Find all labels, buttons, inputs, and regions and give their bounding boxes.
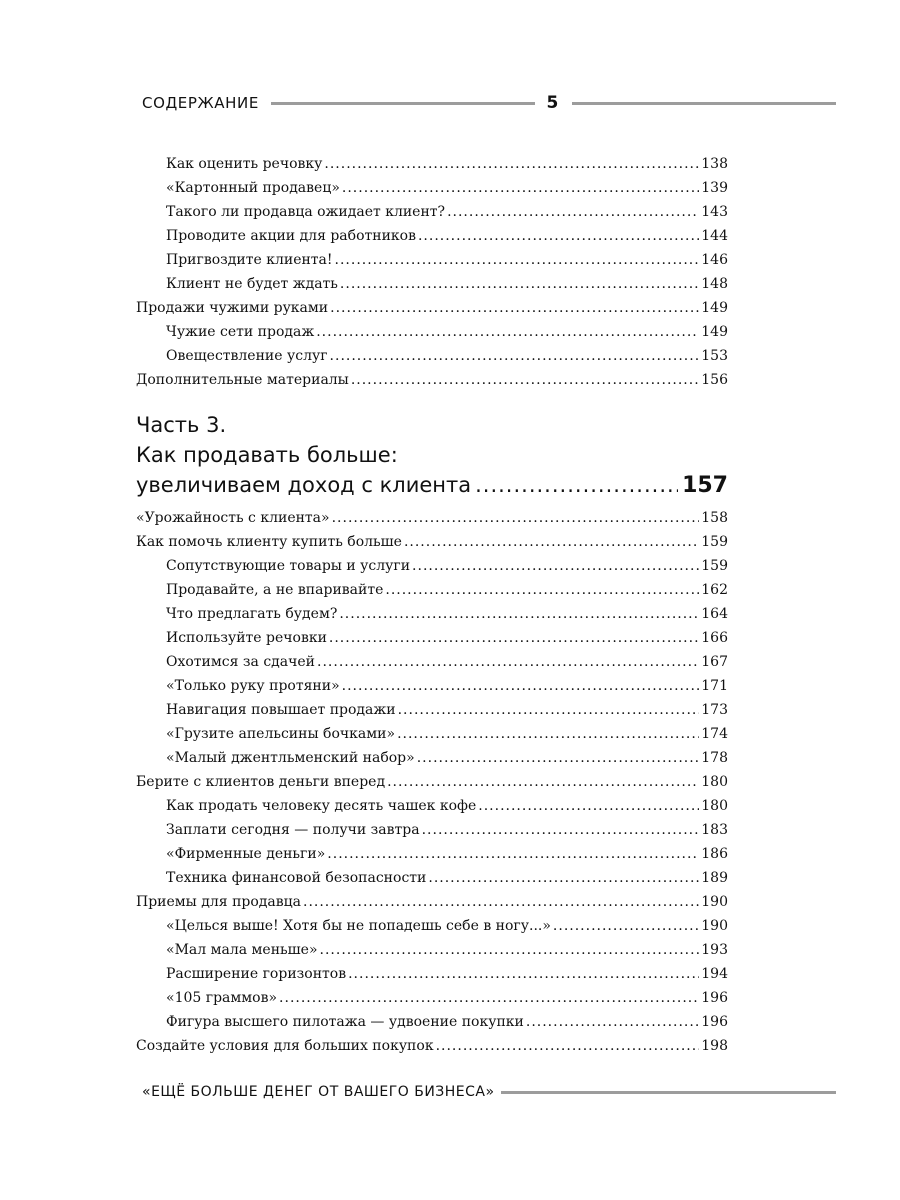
toc-entry xyxy=(136,890,728,914)
footer-rule xyxy=(501,1091,836,1094)
toc-entry xyxy=(136,578,728,602)
toc-entry xyxy=(136,272,728,296)
toc-entry xyxy=(136,530,728,554)
toc-entry-page: 196 xyxy=(701,990,728,1006)
toc-leader-dots xyxy=(351,368,699,392)
toc-entry-title: Продажи чужими руками xyxy=(136,300,329,316)
toc-leader-dots xyxy=(348,962,699,986)
toc-entry-page: 148 xyxy=(701,276,728,292)
toc-entry-title: Продавайте, а не впаривайте xyxy=(166,582,384,598)
toc-leader-dots xyxy=(553,914,699,938)
toc-entry-page: 164 xyxy=(701,606,728,622)
toc-entry xyxy=(136,344,728,368)
toc-entry-title: Техника финансовой безопасности xyxy=(166,870,427,886)
toc-entry xyxy=(136,554,728,578)
part-title-line-2-row xyxy=(136,470,728,500)
toc-entry-title: «Фирменные деньги» xyxy=(166,846,326,862)
toc-entry-page: 190 xyxy=(701,918,728,934)
toc-entry-title: Навигация повышает продажи xyxy=(166,702,396,718)
toc-leader-dots xyxy=(342,176,699,200)
toc-entry-page: 162 xyxy=(701,582,728,598)
toc-entry xyxy=(136,962,728,986)
toc-entry-title: «Мал мала меньше» xyxy=(166,942,318,958)
toc-leader-dots xyxy=(303,890,699,914)
toc-entry-page: 190 xyxy=(701,894,728,910)
toc-entry xyxy=(136,152,728,176)
toc-entry-title: Используйте речовки xyxy=(166,630,327,646)
part-leader-dots xyxy=(475,470,678,500)
toc-section-bottom xyxy=(136,506,728,1058)
toc-entry xyxy=(136,722,728,746)
part-title-line-1: Как продавать больше: xyxy=(136,443,398,467)
toc-entry-page: 159 xyxy=(701,534,728,550)
toc-entry-page: 158 xyxy=(701,510,728,526)
toc-leader-dots xyxy=(320,938,700,962)
toc-entry xyxy=(136,698,728,722)
toc-leader-dots xyxy=(404,530,699,554)
toc-leader-dots xyxy=(339,602,699,626)
toc-entry-title: Такого ли продавца ожидает клиент? xyxy=(166,204,446,220)
toc-leader-dots xyxy=(324,152,699,176)
toc-leader-dots xyxy=(317,650,699,674)
toc-entry-title: Создайте условия для больших покупок xyxy=(136,1038,434,1054)
toc-entry-page: 194 xyxy=(701,966,728,982)
toc-entry-title: Дополнительные материалы xyxy=(136,372,349,388)
toc-entry xyxy=(136,986,728,1010)
toc-entry-page: 178 xyxy=(701,750,728,766)
toc-leader-dots xyxy=(447,200,699,224)
toc-entry-page: 173 xyxy=(701,702,728,718)
toc-entry-page: 159 xyxy=(701,558,728,574)
running-header xyxy=(142,90,836,116)
toc-leader-dots xyxy=(342,674,700,698)
toc-leader-dots xyxy=(412,554,699,578)
toc-leader-dots xyxy=(279,986,699,1010)
running-footer xyxy=(142,1080,836,1104)
toc-entry xyxy=(136,842,728,866)
toc-leader-dots xyxy=(329,626,699,650)
toc-leader-dots xyxy=(478,794,699,818)
toc-entry xyxy=(136,506,728,530)
toc-entry-title: Приемы для продавца xyxy=(136,894,301,910)
part-page-number: 157 xyxy=(682,473,728,498)
header-rule xyxy=(271,102,535,105)
toc-entry-title: «Целься выше! Хотя бы не попадешь себе в ногу...» xyxy=(166,918,551,934)
toc-entry xyxy=(136,1010,728,1034)
toc-entry-page: 171 xyxy=(701,678,728,694)
toc-leader-dots xyxy=(428,866,699,890)
toc-entry-page: 180 xyxy=(701,774,728,790)
toc-entry xyxy=(136,650,728,674)
toc-entry-page: 166 xyxy=(701,630,728,646)
toc-leader-dots xyxy=(397,722,699,746)
toc-entry xyxy=(136,626,728,650)
toc-entry-title: Овеществление услуг xyxy=(166,348,328,364)
toc-entry-page: 138 xyxy=(701,156,728,172)
toc-entry xyxy=(136,248,728,272)
toc-entry-title: «Только руку протяни» xyxy=(166,678,340,694)
toc-entry-page: 149 xyxy=(701,300,728,316)
toc-entry-title: «Картонный продавец» xyxy=(166,180,340,196)
toc-entry-title: Проводите акции для работников xyxy=(166,228,416,244)
table-of-contents xyxy=(136,152,728,1058)
toc-entry-page: 146 xyxy=(701,252,728,268)
toc-entry-title: Как помочь клиенту купить больше xyxy=(136,534,402,550)
toc-entry-page: 143 xyxy=(701,204,728,220)
toc-entry-page: 156 xyxy=(701,372,728,388)
toc-entry-title: «Малый джентльменский набор» xyxy=(166,750,415,766)
toc-entry xyxy=(136,1034,728,1058)
header-page-number: 5 xyxy=(546,93,559,113)
toc-entry xyxy=(136,818,728,842)
toc-leader-dots xyxy=(387,770,699,794)
toc-entry-page: 144 xyxy=(701,228,728,244)
toc-entry-title: Что предлагать будем? xyxy=(166,606,338,622)
toc-entry-page: 189 xyxy=(701,870,728,886)
toc-entry-page: 139 xyxy=(701,180,728,196)
toc-entry xyxy=(136,200,728,224)
toc-entry xyxy=(136,770,728,794)
toc-entry xyxy=(136,320,728,344)
toc-entry-title: Фигура высшего пилотажа — удвоение покупки xyxy=(166,1014,524,1030)
toc-entry xyxy=(136,794,728,818)
toc-entry-page: 174 xyxy=(701,726,728,742)
toc-entry-title: Охотимся за сдачей xyxy=(166,654,316,670)
toc-entry-page: 186 xyxy=(701,846,728,862)
toc-entry-page: 180 xyxy=(701,798,728,814)
toc-leader-dots xyxy=(422,818,700,842)
toc-entry xyxy=(136,224,728,248)
header-rule-right xyxy=(572,102,836,105)
toc-leader-dots xyxy=(417,746,700,770)
toc-leader-dots xyxy=(526,1010,699,1034)
part-number: Часть 3. xyxy=(136,413,227,437)
toc-leader-dots xyxy=(316,320,699,344)
toc-entry-title: Чужие сети продаж xyxy=(166,324,315,340)
part-title-line-2: увеличиваем доход с клиента xyxy=(136,473,472,497)
toc-entry xyxy=(136,602,728,626)
toc-entry-title: Расширение горизонтов xyxy=(166,966,347,982)
toc-entry-title: Берите с клиентов деньги вперед xyxy=(136,774,386,790)
part-heading xyxy=(136,410,728,500)
toc-entry-page: 167 xyxy=(701,654,728,670)
toc-leader-dots xyxy=(398,698,700,722)
toc-leader-dots xyxy=(418,224,699,248)
toc-entry-page: 198 xyxy=(701,1038,728,1054)
toc-leader-dots xyxy=(327,842,699,866)
toc-entry-title: «Грузите апельсины бочками» xyxy=(166,726,396,742)
toc-entry-title: «Урожайность с клиента» xyxy=(136,510,330,526)
toc-section-top xyxy=(136,152,728,392)
toc-entry-title: Как продать человеку десять чашек кофе xyxy=(166,798,477,814)
toc-entry-page: 153 xyxy=(701,348,728,364)
toc-entry xyxy=(136,176,728,200)
toc-entry xyxy=(136,746,728,770)
toc-leader-dots xyxy=(436,1034,700,1058)
toc-entry-title: Клиент не будет ждать xyxy=(166,276,338,292)
toc-entry-page: 196 xyxy=(701,1014,728,1030)
toc-entry-page: 183 xyxy=(701,822,728,838)
header-title: СОДЕРЖАНИЕ xyxy=(142,94,259,112)
toc-entry xyxy=(136,674,728,698)
toc-entry-title: Как оценить речовку xyxy=(166,156,323,172)
toc-entry-title: Сопутствующие товары и услуги xyxy=(166,558,411,574)
toc-leader-dots xyxy=(385,578,699,602)
toc-leader-dots xyxy=(335,248,700,272)
toc-leader-dots xyxy=(330,344,700,368)
toc-entry-page: 149 xyxy=(701,324,728,340)
toc-leader-dots xyxy=(340,272,699,296)
toc-entry xyxy=(136,296,728,320)
toc-entry xyxy=(136,914,728,938)
toc-entry xyxy=(136,866,728,890)
toc-entry xyxy=(136,938,728,962)
toc-entry xyxy=(136,368,728,392)
footer-book-title: «ЕЩЁ БОЛЬШЕ ДЕНЕГ ОТ ВАШЕГО БИЗНЕСА» xyxy=(142,1084,495,1100)
toc-leader-dots xyxy=(332,506,700,530)
toc-entry-title: Заплати сегодня — получи завтра xyxy=(166,822,420,838)
toc-entry-page: 193 xyxy=(701,942,728,958)
toc-entry-title: «105 граммов» xyxy=(166,990,278,1006)
toc-leader-dots xyxy=(330,296,699,320)
toc-entry-title: Пригвоздите клиента! xyxy=(166,252,333,268)
